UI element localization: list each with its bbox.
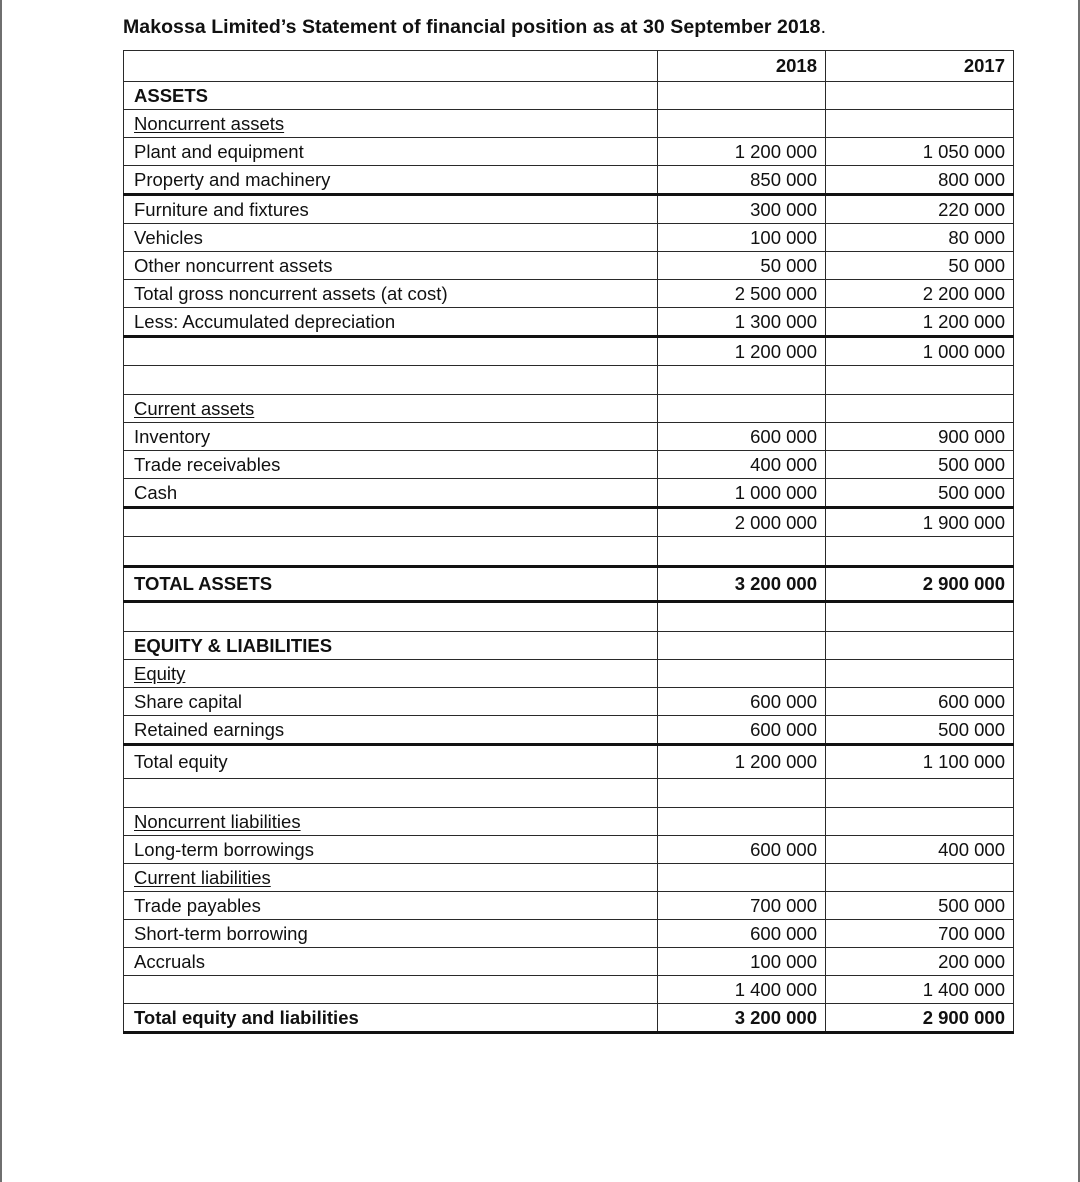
row-2018: 1 200 000 (658, 138, 826, 166)
row-2018 (658, 82, 826, 110)
row-2017: 400 000 (826, 836, 1014, 864)
row-label (124, 537, 658, 567)
row-2018 (658, 366, 826, 395)
row-2017: 700 000 (826, 920, 1014, 948)
row-2018: 1 300 000 (658, 308, 826, 337)
table-row (124, 308, 1014, 337)
table-row (124, 808, 1014, 836)
row-label (124, 976, 658, 1004)
row-2018: 600 000 (658, 688, 826, 716)
row-2017 (826, 632, 1014, 660)
row-2017 (826, 537, 1014, 567)
table-row (124, 836, 1014, 864)
row-label (124, 864, 658, 892)
row-2018: 400 000 (658, 451, 826, 479)
row-2017 (826, 395, 1014, 423)
row-label (124, 508, 658, 537)
row-2017 (826, 82, 1014, 110)
row-2018: 3 200 000 (658, 1004, 826, 1033)
title-text: Makossa Limited’s Statement of financial position as at 30 September 2018 (123, 16, 821, 38)
total-equity-liabilities-row (124, 1004, 1014, 1033)
row-2018: 300 000 (658, 195, 826, 224)
subtotal-row (124, 976, 1014, 1004)
subtotal-row (124, 745, 1014, 779)
row-2017: 500 000 (826, 892, 1014, 920)
row-2017: 2 900 000 (826, 567, 1014, 602)
row-2018 (658, 808, 826, 836)
row-2017: 1 050 000 (826, 138, 1014, 166)
table-row (124, 892, 1014, 920)
table-row (124, 479, 1014, 508)
page-edge-left (0, 0, 2, 1182)
table-row (124, 138, 1014, 166)
row-label: Trade payables (124, 892, 658, 920)
row-2017 (826, 864, 1014, 892)
row-2018: 700 000 (658, 892, 826, 920)
header-label-cell (124, 51, 658, 82)
row-label: Other noncurrent assets (124, 252, 658, 280)
table-row (124, 280, 1014, 308)
row-2017: 2 900 000 (826, 1004, 1014, 1033)
row-label (124, 395, 658, 423)
row-2017: 50 000 (826, 252, 1014, 280)
table-row (124, 632, 1014, 660)
row-label: Total equity and liabilities (124, 1004, 658, 1033)
table-row (124, 423, 1014, 451)
row-2017 (826, 110, 1014, 138)
row-2017: 500 000 (826, 451, 1014, 479)
row-2018: 3 200 000 (658, 567, 826, 602)
row-label: Long-term borrowings (124, 836, 658, 864)
table-row (124, 166, 1014, 195)
row-2017 (826, 808, 1014, 836)
row-label: TOTAL ASSETS (124, 567, 658, 602)
row-2018: 600 000 (658, 423, 826, 451)
table-row (124, 920, 1014, 948)
row-2018: 600 000 (658, 920, 826, 948)
table-row (124, 110, 1014, 138)
row-2017 (826, 660, 1014, 688)
row-label: Retained earnings (124, 716, 658, 745)
section-heading: Noncurrent assets (134, 112, 285, 134)
row-label: Vehicles (124, 224, 658, 252)
row-label: Short-term borrowing (124, 920, 658, 948)
row-2017: 200 000 (826, 948, 1014, 976)
row-label: Share capital (124, 688, 658, 716)
row-label (124, 337, 658, 366)
row-2017: 800 000 (826, 166, 1014, 195)
table-row (124, 948, 1014, 976)
table-row (124, 82, 1014, 110)
row-2018: 1 200 000 (658, 337, 826, 366)
row-2017: 500 000 (826, 479, 1014, 508)
row-2017: 1 200 000 (826, 308, 1014, 337)
row-2018: 1 200 000 (658, 745, 826, 779)
table-row (124, 716, 1014, 745)
row-label: Accruals (124, 948, 658, 976)
row-label (124, 602, 658, 632)
subtotal-row (124, 337, 1014, 366)
row-2018: 50 000 (658, 252, 826, 280)
row-2018 (658, 660, 826, 688)
row-2017: 900 000 (826, 423, 1014, 451)
row-label (124, 779, 658, 808)
table-row (124, 395, 1014, 423)
row-label: Total gross noncurrent assets (at cost) (124, 280, 658, 308)
row-2018 (658, 602, 826, 632)
row-label: Less: Accumulated depreciation (124, 308, 658, 337)
row-label: Total equity (124, 745, 658, 779)
table-row (124, 688, 1014, 716)
row-2018 (658, 864, 826, 892)
row-label (124, 366, 658, 395)
row-2018 (658, 632, 826, 660)
table-row (124, 451, 1014, 479)
header-2018-cell: 2018 (658, 51, 826, 82)
financial-position-table (123, 50, 1014, 1034)
spacer-row (124, 366, 1014, 395)
table-row (124, 252, 1014, 280)
row-label: Inventory (124, 423, 658, 451)
table-row (124, 660, 1014, 688)
spacer-row (124, 602, 1014, 632)
row-2018: 2 500 000 (658, 280, 826, 308)
total-assets-row (124, 567, 1014, 602)
row-2018: 1 400 000 (658, 976, 826, 1004)
row-label: Trade receivables (124, 451, 658, 479)
row-2018: 100 000 (658, 224, 826, 252)
row-2018: 600 000 (658, 716, 826, 745)
table-row (124, 864, 1014, 892)
section-heading: Equity (134, 662, 186, 684)
row-label: ASSETS (124, 82, 658, 110)
table-row (124, 224, 1014, 252)
row-2018: 850 000 (658, 166, 826, 195)
title-period: . (820, 16, 827, 38)
row-2017: 80 000 (826, 224, 1014, 252)
row-label: Furniture and fixtures (124, 195, 658, 224)
row-2018: 2 000 000 (658, 508, 826, 537)
subtotal-row (124, 508, 1014, 537)
row-2018 (658, 779, 826, 808)
row-2018 (658, 110, 826, 138)
row-label: Cash (124, 479, 658, 508)
row-label: Property and machinery (124, 166, 658, 195)
row-2018 (658, 395, 826, 423)
row-2017: 2 200 000 (826, 280, 1014, 308)
row-label: EQUITY & LIABILITIES (124, 632, 658, 660)
row-2017: 220 000 (826, 195, 1014, 224)
row-2017: 600 000 (826, 688, 1014, 716)
table-row (124, 195, 1014, 224)
document-title (123, 16, 826, 39)
row-label (124, 110, 658, 138)
header-2017-cell: 2017 (826, 51, 1014, 82)
row-2017 (826, 779, 1014, 808)
row-2017 (826, 602, 1014, 632)
row-2018 (658, 537, 826, 567)
row-2017: 1 000 000 (826, 337, 1014, 366)
row-2017 (826, 366, 1014, 395)
row-2017: 1 400 000 (826, 976, 1014, 1004)
spacer-row (124, 779, 1014, 808)
row-2018: 1 000 000 (658, 479, 826, 508)
row-label (124, 808, 658, 836)
section-heading: Current liabilities (134, 866, 271, 888)
row-label: Plant and equipment (124, 138, 658, 166)
row-2017: 1 100 000 (826, 745, 1014, 779)
section-heading: Current assets (134, 397, 255, 419)
section-heading: Noncurrent liabilities (134, 810, 301, 832)
spacer-row (124, 537, 1014, 567)
header-row (124, 51, 1014, 82)
row-2018: 600 000 (658, 836, 826, 864)
row-label (124, 660, 658, 688)
row-2018: 100 000 (658, 948, 826, 976)
row-2017: 1 900 000 (826, 508, 1014, 537)
row-2017: 500 000 (826, 716, 1014, 745)
